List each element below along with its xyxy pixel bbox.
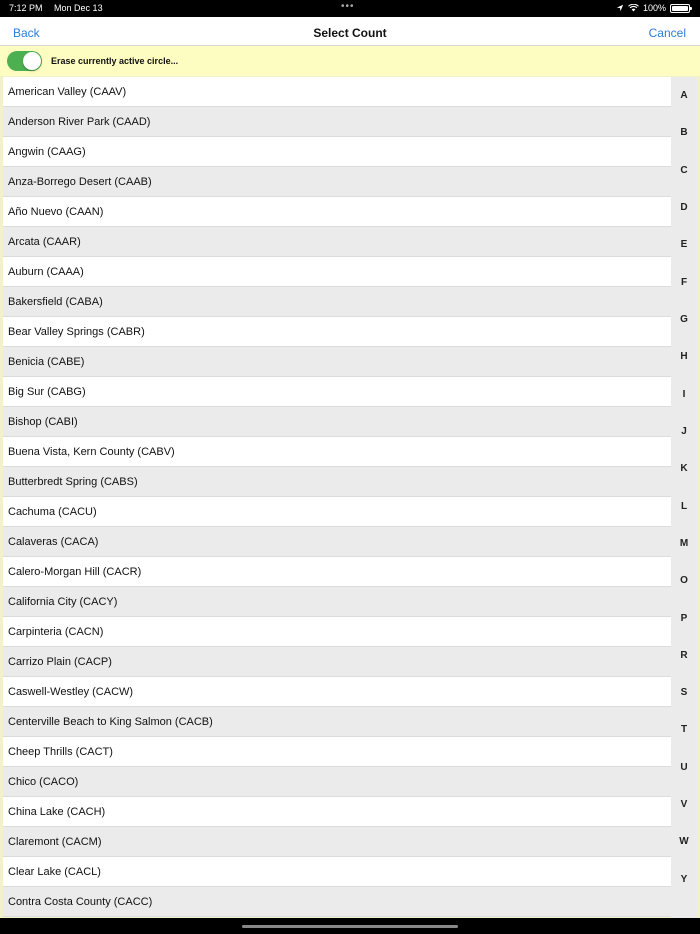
- list-item[interactable]: Bishop (CABI): [3, 407, 671, 437]
- back-button[interactable]: Back: [13, 26, 40, 40]
- list-item[interactable]: Butterbredt Spring (CABS): [3, 467, 671, 497]
- index-letter[interactable]: H: [680, 351, 688, 363]
- index-letter[interactable]: F: [680, 276, 688, 288]
- list-item[interactable]: Año Nuevo (CAAN): [3, 197, 671, 227]
- index-letter[interactable]: Y: [680, 873, 688, 885]
- list-item[interactable]: Auburn (CAAA): [3, 257, 671, 287]
- index-letter[interactable]: S: [680, 687, 688, 699]
- list-item[interactable]: Bear Valley Springs (CABR): [3, 317, 671, 347]
- list-item[interactable]: Clear Lake (CACL): [3, 857, 671, 887]
- list-item[interactable]: Carrizo Plain (CACP): [3, 647, 671, 677]
- wifi-icon: [628, 4, 639, 12]
- list-item[interactable]: Calero-Morgan Hill (CACR): [3, 557, 671, 587]
- index-letter[interactable]: T: [680, 724, 688, 736]
- list-item[interactable]: Chico (CACO): [3, 767, 671, 797]
- list-item[interactable]: Cachuma (CACU): [3, 497, 671, 527]
- list-item[interactable]: Contra Costa County (CACC): [3, 887, 671, 917]
- count-list-frame: [0, 76, 700, 918]
- index-letter[interactable]: C: [680, 164, 688, 176]
- status-right: [612, 3, 690, 13]
- status-date: Mon Dec 13: [54, 3, 103, 13]
- list-item[interactable]: Arcata (CAAR): [3, 227, 671, 257]
- index-letter[interactable]: U: [680, 761, 688, 773]
- list-item[interactable]: Calaveras (CACA): [3, 527, 671, 557]
- cancel-button[interactable]: Cancel: [648, 26, 686, 40]
- status-time: 7:12 PM: [9, 3, 43, 13]
- index-letter[interactable]: D: [680, 202, 688, 214]
- list-item[interactable]: Caswell-Westley (CACW): [3, 677, 671, 707]
- erase-option-bar: [0, 46, 700, 76]
- multitasking-dots-icon[interactable]: •••: [341, 1, 355, 12]
- toggle-knob: [23, 52, 41, 70]
- list-item[interactable]: Carpinteria (CACN): [3, 617, 671, 647]
- index-letter[interactable]: I: [682, 388, 686, 400]
- index-letter[interactable]: B: [680, 127, 688, 139]
- list-item[interactable]: American Valley (CAAV): [3, 77, 671, 107]
- alphabet-index[interactable]: [671, 77, 697, 918]
- index-letter[interactable]: E: [680, 239, 688, 251]
- battery-icon: [670, 4, 690, 13]
- list-item[interactable]: Benicia (CABE): [3, 347, 671, 377]
- list-item[interactable]: Centerville Beach to King Salmon (CACB): [3, 707, 671, 737]
- page-title: Select Count: [313, 26, 387, 40]
- erase-label: Erase currently active circle...: [51, 56, 179, 66]
- index-letter[interactable]: L: [680, 500, 688, 512]
- erase-toggle[interactable]: [7, 51, 42, 71]
- location-icon: [616, 4, 624, 12]
- index-letter[interactable]: R: [680, 649, 688, 661]
- status-bar: [0, 0, 700, 17]
- list-item[interactable]: Cheep Thrills (CACT): [3, 737, 671, 767]
- list-item[interactable]: Big Sur (CABG): [3, 377, 671, 407]
- index-letter[interactable]: K: [680, 463, 688, 475]
- index-letter[interactable]: V: [680, 799, 688, 811]
- index-letter[interactable]: A: [680, 90, 688, 102]
- index-letter[interactable]: J: [681, 425, 687, 437]
- home-area: [0, 918, 700, 934]
- index-letter[interactable]: M: [679, 537, 689, 549]
- count-list[interactable]: [3, 77, 671, 918]
- index-letter[interactable]: G: [680, 314, 688, 326]
- list-item[interactable]: Buena Vista, Kern County (CABV): [3, 437, 671, 467]
- list-item[interactable]: China Lake (CACH): [3, 797, 671, 827]
- index-letter[interactable]: P: [680, 612, 688, 624]
- navigation-bar: [0, 17, 700, 46]
- list-item[interactable]: Anza-Borrego Desert (CAAB): [3, 167, 671, 197]
- list-item[interactable]: California City (CACY): [3, 587, 671, 617]
- home-indicator[interactable]: [242, 925, 458, 928]
- battery-fill: [672, 6, 688, 11]
- list-item[interactable]: Bakersfield (CABA): [3, 287, 671, 317]
- battery-percent: 100%: [642, 3, 666, 13]
- status-left: [9, 3, 103, 13]
- index-letter[interactable]: O: [680, 575, 688, 587]
- list-item[interactable]: Claremont (CACM): [3, 827, 671, 857]
- list-item[interactable]: Angwin (CAAG): [3, 137, 671, 167]
- index-letter[interactable]: W: [679, 836, 689, 848]
- list-item[interactable]: Anderson River Park (CAAD): [3, 107, 671, 137]
